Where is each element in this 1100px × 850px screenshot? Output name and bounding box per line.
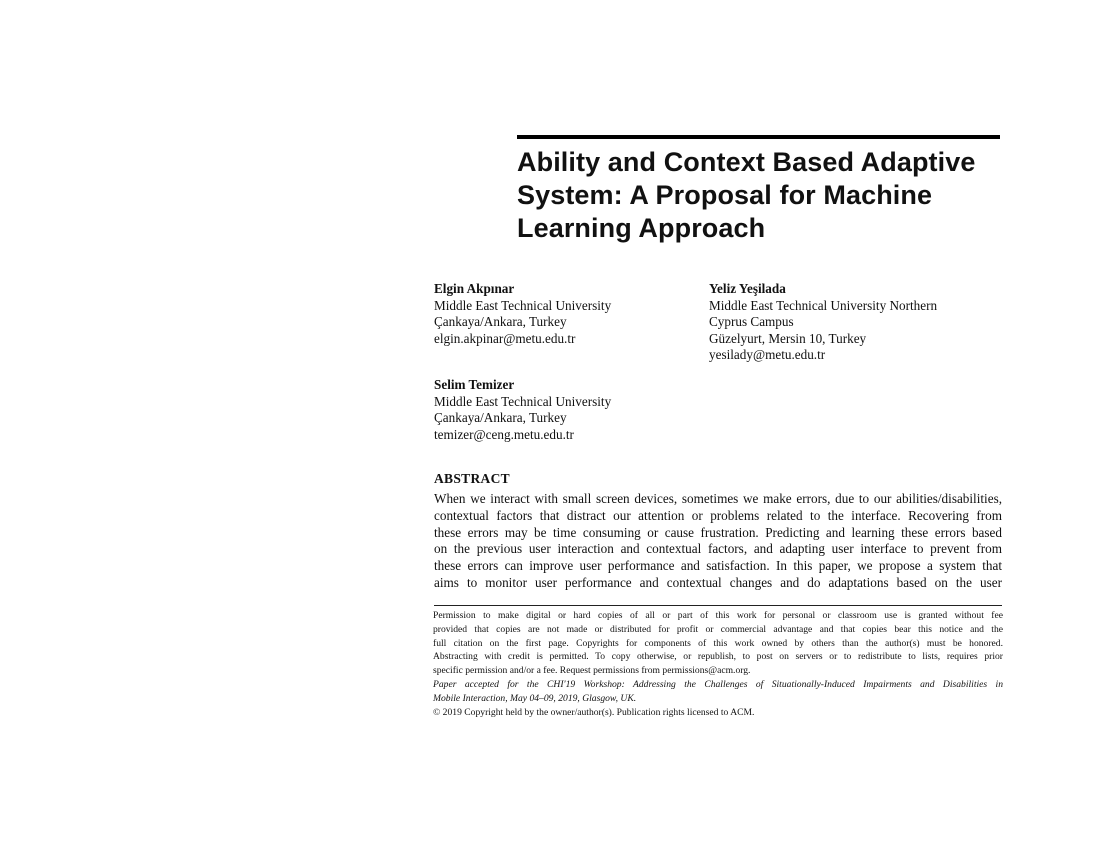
title-rule [517, 135, 1000, 139]
footnote-rule [434, 605, 1002, 606]
venue-line: Paper accepted for the CHI'19 Workshop: Addressing the Challenges of Situationally-Induced Impairments and Disabilities in [433, 678, 1003, 690]
permission-line: specific permission and/or a fee. Request permissions from permissions@acm.org. [433, 665, 751, 677]
author-location: Güzelyurt, Mersin 10, Turkey [709, 330, 867, 346]
abstract-line: these errors can improve user performance and satisfaction. In this paper, we propose a system that [434, 558, 1002, 574]
author-email: elgin.akpinar@metu.edu.tr [434, 330, 576, 346]
permission-line: provided that copies are not made or distributed for profit or commercial advantage and that copies bear this notice and the [433, 623, 1003, 635]
author-email: temizer@ceng.metu.edu.tr [434, 426, 574, 442]
author-affiliation: Cyprus Campus [709, 314, 794, 329]
abstract-line: contextual factors that distract our attention or problems related to the interface. Recovering from [434, 507, 1002, 523]
author-block [709, 281, 937, 364]
author-block [434, 281, 611, 347]
permission-line: full citation on the first page. Copyrights for components of this work owned by others than the author(s) must be honored. [433, 637, 1003, 649]
author-location: Çankaya/Ankara, Turkey [434, 314, 567, 329]
copyright-line: © 2019 Copyright held by the owner/author(s). Publication rights licensed to ACM. [433, 706, 755, 718]
abstract-line: aims to monitor user performance and contextual changes and do adaptations based on the user [434, 574, 1002, 590]
abstract-body [434, 491, 1002, 592]
author-block [434, 377, 611, 443]
permission-line: Abstracting with credit is permitted. To copy otherwise, or republish, to post on servers or to redistribute to lists, requires prior [433, 651, 1003, 663]
author-location: Çankaya/Ankara, Turkey [434, 410, 567, 425]
footnote [433, 609, 1003, 719]
abstract-line: on the previous user interaction and contextual factors, and adapting user interface to prevent from [434, 541, 1002, 557]
venue-line: Mobile Interaction, May 04–09, 2019, Glasgow, UK. [433, 692, 637, 704]
author-affiliation: Middle East Technical University [434, 297, 612, 313]
paper-title [517, 146, 1007, 245]
author-name: Selim Temizer [434, 377, 515, 392]
author-email: yesilady@metu.edu.tr [709, 347, 826, 362]
author-affiliation: Middle East Technical University Northern [709, 297, 938, 313]
title-line: Learning Approach [517, 213, 766, 243]
abstract-line: these errors may be time consuming or cause frustration. Predicting and learning these errors based [434, 524, 1002, 540]
author-name: Elgin Akpınar [434, 281, 515, 296]
author-name: Yeliz Yeşilada [709, 281, 786, 296]
title-line: Ability and Context Based Adaptive [517, 147, 976, 177]
author-affiliation: Middle East Technical University [434, 393, 612, 409]
permission-line: Permission to make digital or hard copies of all or part of this work for personal or classroom use is granted without fee [433, 610, 1003, 621]
title-line: System: A Proposal for Machine [517, 180, 933, 210]
abstract-heading: ABSTRACT [434, 471, 510, 486]
abstract-line: When we interact with small screen devices, sometimes we make errors, due to our abilities/disabilities, [434, 491, 1002, 506]
